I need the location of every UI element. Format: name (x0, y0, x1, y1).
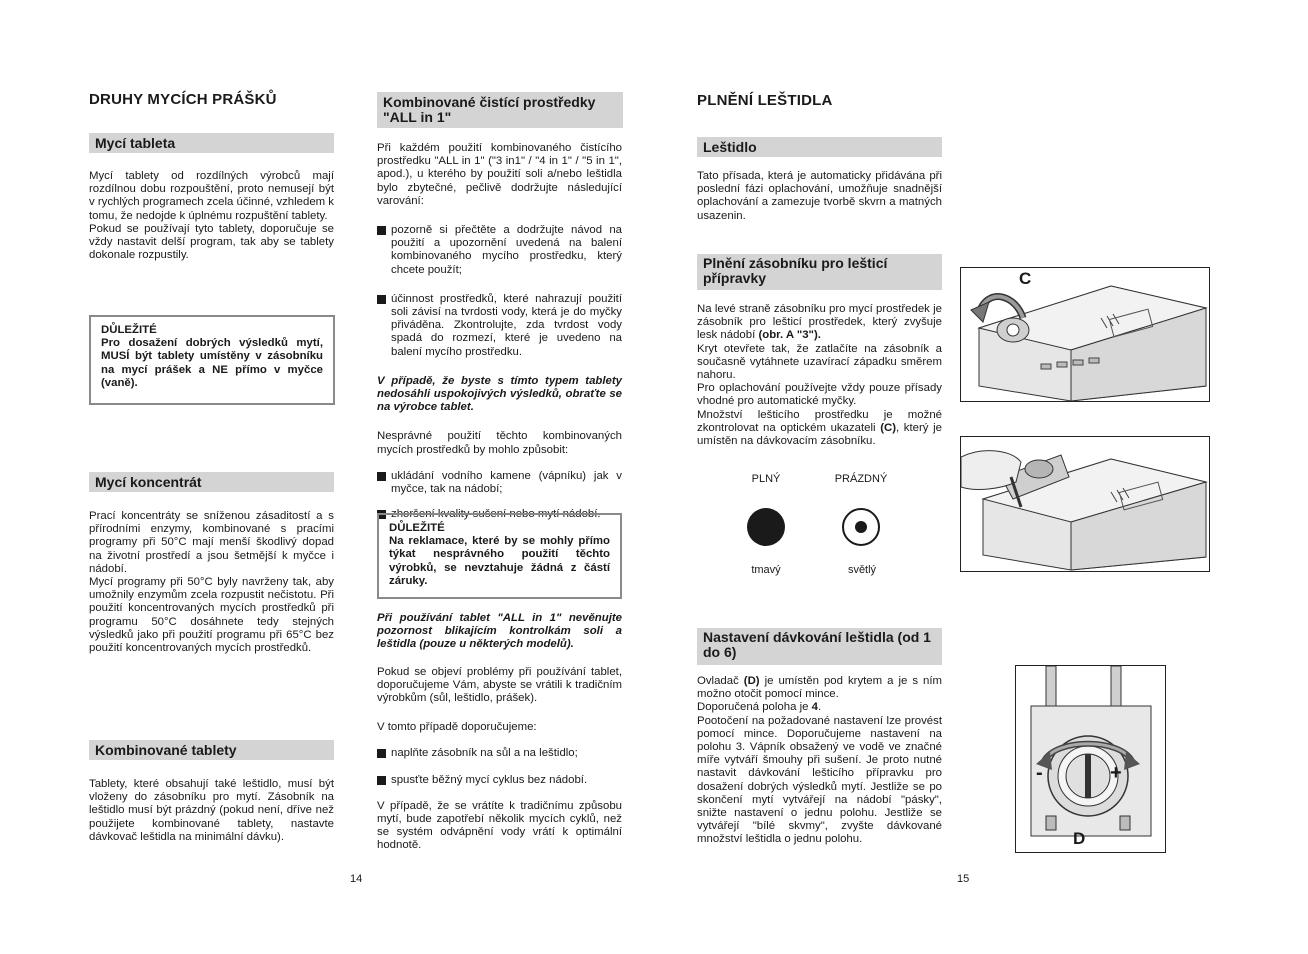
dial-drawing (1016, 666, 1165, 852)
text-run: . (817, 701, 822, 714)
paragraph (697, 303, 942, 343)
dispenser-drawing (961, 268, 1209, 401)
bullet-item: spusťte běžný mycí cyklus bez nádobí. (377, 774, 622, 787)
paragraph: Tablety, které obsahují také leštidlo, musí být vloženy do zásobníku pro mytí. Zásobník na leštidlo musí být prázdný (pokud není, dříve než použijete kombinované tablety, nastavte dávkovač leštidla na minimální dávku). (89, 778, 334, 843)
paragraph: Pokud se objeví problémy při používání tablet, doporučujeme Vám, abyste se vrátili k tradičním výrobkům (sůl, leštidlo, prášek). (377, 665, 622, 705)
bullet-item: ukládání vodního kamene (vápníku) jak v myčce, tak na nádobí; (377, 470, 622, 496)
indicator-dark-label: tmavý (751, 564, 781, 576)
page-title-rinse-aid: PLNĚNÍ LEŠTIDLA (697, 92, 833, 109)
paragraph: Prací koncentráty se sníženou zásaditostí a s přírodními enzymy, kombinované s pracími programy při 50°C mají menší škodlivý dopad na životní prostředí a jsou šetmější k myčce i nádobí. (89, 510, 334, 575)
section-heading-rinse-aid: Leštidlo (697, 137, 942, 157)
important-title: DŮLEŽITÉ (101, 324, 157, 336)
italic-note: Při používání tablet "ALL in 1" nevěnujte pozornost blikajícím kontrolkám soli a leštidla (pouze u některých modelů). (377, 612, 622, 651)
indicator-full-label: PLNÝ (751, 473, 781, 485)
bullet-item: zhoršení kvality sušení nebo mytí nádobí. (377, 508, 622, 521)
pouring-drawing (961, 437, 1209, 571)
figure-label-c: C (1019, 269, 1032, 288)
indicator-dot (855, 521, 867, 533)
text-run: , který je umístěn na dávkovacím zásobníku. (697, 421, 942, 448)
figure-dispenser-indicator (960, 267, 1210, 402)
bullet-item: pozorně si přečtěte a dodržujte návod na použití a upozornění uvedená na balení kombinovaného mycího prostředku, který chcete použít; (377, 224, 622, 277)
paragraph: Při každém použití kombinovaného čistícího prostředku "ALL in 1" ("3 in1" / "4 in 1" / "5 in 1", apod.), u kterého by použití soli a/nebo leštidla bylo zbytečné, pečlivě dodržujte následující varování: (377, 142, 622, 207)
paragraph: Mycí programy při 50°C byly navrženy tak, aby umožnily enzymům zcela rozpustit nečistotu. Při použití koncentrovaných mycích prostředků při programu 50°C dosáhnete tedy stejných výsledků jako při použití programu při 65°C bez použití koncentrovaných mycích prostředků. (89, 576, 334, 655)
important-box-tablets (89, 315, 335, 405)
page-title-detergents: DRUHY MYCÍCH PRÁŠKŮ (89, 91, 277, 108)
bullet-item: účinnost prostředků, které nahrazují použití soli závisí na tvrdosti vody, která je do myčky přiváděna. Zkontrolujte, zda tvrdost vody spadá do rozmezí, které je uvedeno na balení mycího prostředku. (377, 293, 622, 359)
paragraph: Kryt otevřete tak, že zatlačíte na zásobník a současně vytáhnete uzavírací západku směrem nahoru. (697, 342, 942, 382)
section-heading-tablet: Mycí tableta (89, 133, 334, 153)
section-heading-filling: Plnění zásobníku pro lešticí přípravky (697, 254, 942, 290)
recommended-position: 4 (811, 701, 818, 714)
paragraph: Mycí tablety od rozdílných výrobců mají rozdílnou dobu rozpouštění, proto nemusejí být v rychlých programech zcela účinné, vzhledem k tomu, že nedojde k úplnému rozpuštění tablety. (89, 170, 335, 222)
text-run: je umístěn pod krytem a je s ním možno otočit pomocí mince. (697, 675, 942, 701)
important-body: Pro dosažení dobrých výsledků mytí, MUSÍ být tablety umístěny v zásobníku na mycí prášek a NE přímo v myčce (vaně). (101, 337, 323, 389)
section-combined-tablets-text (89, 778, 334, 844)
section-heading-all-in-one: Kombinované čistící prostředky "ALL in 1" (377, 92, 623, 128)
section-filling-text (697, 303, 942, 448)
text-run: Na levé straně zásobníku pro mycí prostředek je zásobník pro lešticí prostředek, který zvyšuje lesk nádobí (697, 303, 942, 342)
section-heading-combined-tablets: Kombinované tablety (89, 740, 334, 760)
section-heading-dosage: Nastavení dávkování leštidla (od 1 do 6) (697, 628, 942, 665)
important-box-claims (377, 513, 622, 599)
paragraph: Pokud se používají tyto tablety, doporučuje se vždy nastavit delší program, tak aby se tablety dokonale rozpustily. (89, 222, 334, 262)
text-run: Doporučená poloha je (697, 701, 812, 714)
figure-reference: (D) (743, 675, 760, 687)
page-number-right: 15 (957, 873, 970, 885)
figure-label-d: D (1073, 829, 1086, 848)
indicator-full-dark-icon (747, 508, 785, 546)
indicator-empty-label: PRÁZDNÝ (834, 473, 888, 485)
paragraph: Nesprávné použití těchto kombinovaných mycích prostředků by mohlo způsobit: (377, 430, 622, 456)
important-body: Na reklamace, které by se mohly přímo týkat nesprávného použití těchto výrobků, se nevztahuje žádná z částí záruky. (389, 535, 610, 587)
figure-pouring-rinse-aid (960, 436, 1210, 572)
figure-label-minus: - (1036, 762, 1043, 784)
section-dosage-text (697, 675, 942, 847)
section-tablet-text (89, 170, 334, 262)
figure-reference: (obr. A "3"). (758, 329, 821, 342)
figure-reference: (C) (880, 421, 896, 434)
page-number-left: 14 (350, 873, 363, 885)
paragraph (697, 675, 942, 701)
indicator-empty-light-icon (842, 508, 880, 546)
italic-note: V případě, že byste s tímto typem tablety nedosáhli uspokojivých výsledků, obraťte se na výrobce tablet. (377, 374, 622, 414)
section-rinse-aid-text (697, 170, 942, 223)
indicator-light-label: světlý (847, 564, 877, 576)
section-all-in-one-text (377, 142, 622, 521)
paragraph: V případě, že se vrátíte k tradičnímu způsobu mytí, bude zapotřebí několik mycích cyklů, než se systém odvápnění vody vrátí k optimální hodnotě. (377, 799, 622, 852)
section-heading-concentrate: Mycí koncentrát (89, 472, 334, 492)
text-run: Množství lešticího prostředku je možné zkontrolovat na optickém ukazateli (697, 408, 942, 434)
paragraph: Tato přísada, která je automaticky přidávána při poslední fázi oplachování, umožňuje snadnější oplachování a zamezuje tvorbě skvrn a matných usazenin. (697, 170, 942, 222)
bullet-item: naplňte zásobník na sůl a na leštidlo; (377, 747, 622, 760)
paragraph: Pro oplachování používejte vždy pouze přísady vhodné pro automatické myčky. (697, 382, 942, 408)
section-all-in-one-text-2 (377, 612, 622, 853)
paragraph: Pootočení na požadované nastavení lze provést pomocí mince. Doporučujeme nastavení na polohu 3. Vápník obsažený ve vodě ve značné míře vytváří šmouhy při sušení. Je proto nutné nastavit dávkování lešticího přípravku pro dosažení dobrých výsledků mytí. Jestliže se po skončení mytí vytvářejí na nádobí "pásky", snižte nastavení o jednu polohu. Jestliže se vytvářejí "bílé skvmy", zvyšte dávkované množství leštidla o jednu polohu. (697, 714, 942, 846)
paragraph (697, 701, 942, 714)
text-run: Ovladač (697, 675, 744, 687)
paragraph: V tomto případě doporučujeme: (377, 721, 537, 734)
paragraph (697, 409, 942, 449)
section-concentrate-text (89, 510, 334, 655)
figure-label-plus: + (1110, 762, 1122, 784)
important-title: DŮLEŽITÉ (389, 522, 445, 534)
figure-dosage-dial (1015, 665, 1166, 853)
